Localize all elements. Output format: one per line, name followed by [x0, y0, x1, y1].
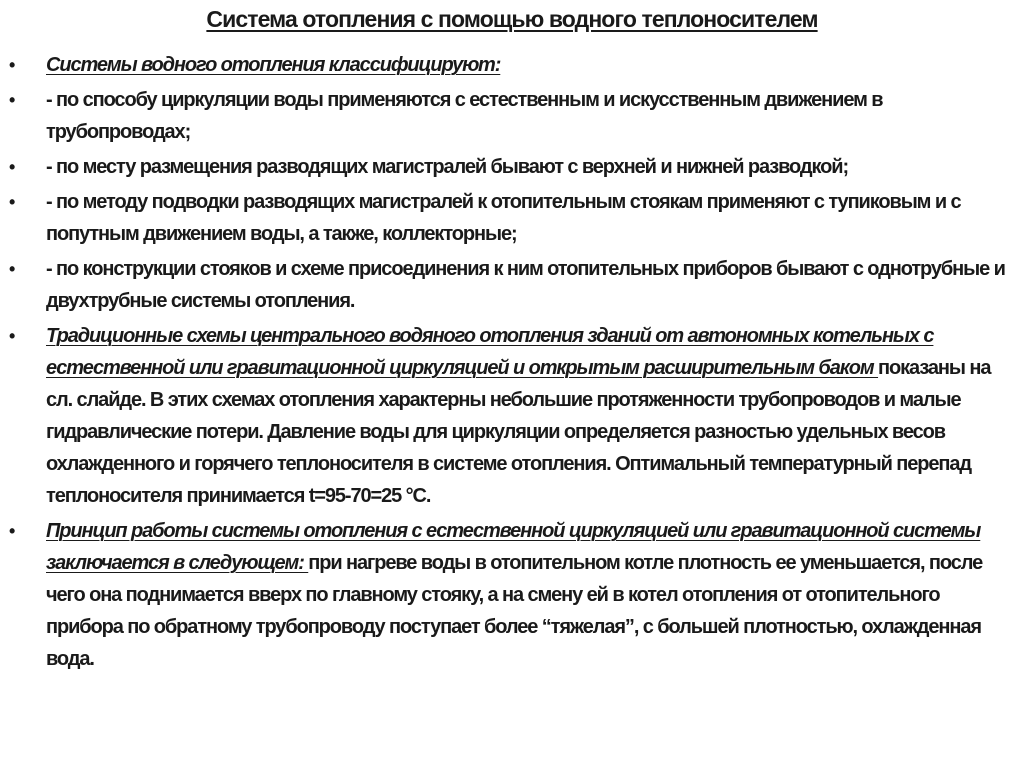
bullet-item-supply-method [0, 186, 1006, 250]
bullet-icon: • [9, 55, 15, 75]
bullet-icon: • [9, 521, 15, 541]
item-text: - по методу подводки разводящих магистралей к отопительным стоякам применяют с тупиковым и с попутным движением воды, а также, коллекторные; [46, 191, 961, 245]
item-text: при нагреве воды в отопительном котле плотность ее уменьшается, после чего она поднимается вверх по главному стояку, а на смену ей в котел отопления от отопительного прибора по обратному трубопроводу поступает более “тяжелая”, с большей плотностью, охлажденная вода. [46, 552, 983, 670]
bullet-item-circulation [0, 84, 1006, 148]
bullet-icon: • [9, 192, 15, 212]
bullet-item-operating-principle [0, 515, 1006, 675]
bullet-icon: • [9, 157, 15, 177]
item-text: показаны на сл. слайде. В этих схемах отопления характерны небольшие протяженности трубопроводов и малые гидравлические потери. Давление воды для циркуляции определяется разностью удельных весов охлажденного и горячего теплоносителя в системе отопления. Оптимальный температурный перепад теплоносителя принимается t=95-70=25 °С. [46, 357, 991, 507]
bullet-item-mains-placement [0, 151, 1006, 183]
item-text: - по месту размещения разводящих магистралей бывают с верхней и нижней разводкой; [46, 156, 849, 178]
item-text: - по конструкции стояков и схеме присоединения к ним отопительных приборов бывают с однотрубные и двухтрубные системы отопления. [46, 258, 1005, 312]
item-emphasis: Принцип работы системы отопления с естественной циркуляцией или гравитационной системы заключается в следующем: [46, 520, 981, 574]
bullet-item-traditional-schemes [0, 320, 1006, 512]
bullet-icon: • [9, 259, 15, 279]
item-text: - по способу циркуляции воды применяются с естественным и искусственным движением в трубопроводах; [46, 89, 883, 143]
bullet-list [0, 49, 1024, 678]
bullet-item-classification [0, 49, 1006, 81]
item-emphasis: Системы водного отопления классифицируют: [46, 54, 501, 76]
bullet-item-riser-design [0, 253, 1006, 317]
bullet-icon: • [9, 90, 15, 110]
slide-title: Система отопления с помощью водного теплоносителем [206, 6, 818, 32]
item-emphasis: Традиционные схемы центрального водяного отопления зданий от автономных котельных с естественной или гравитационной циркуляцией и открытым расширительным баком [46, 325, 934, 379]
bullet-icon: • [9, 326, 15, 346]
